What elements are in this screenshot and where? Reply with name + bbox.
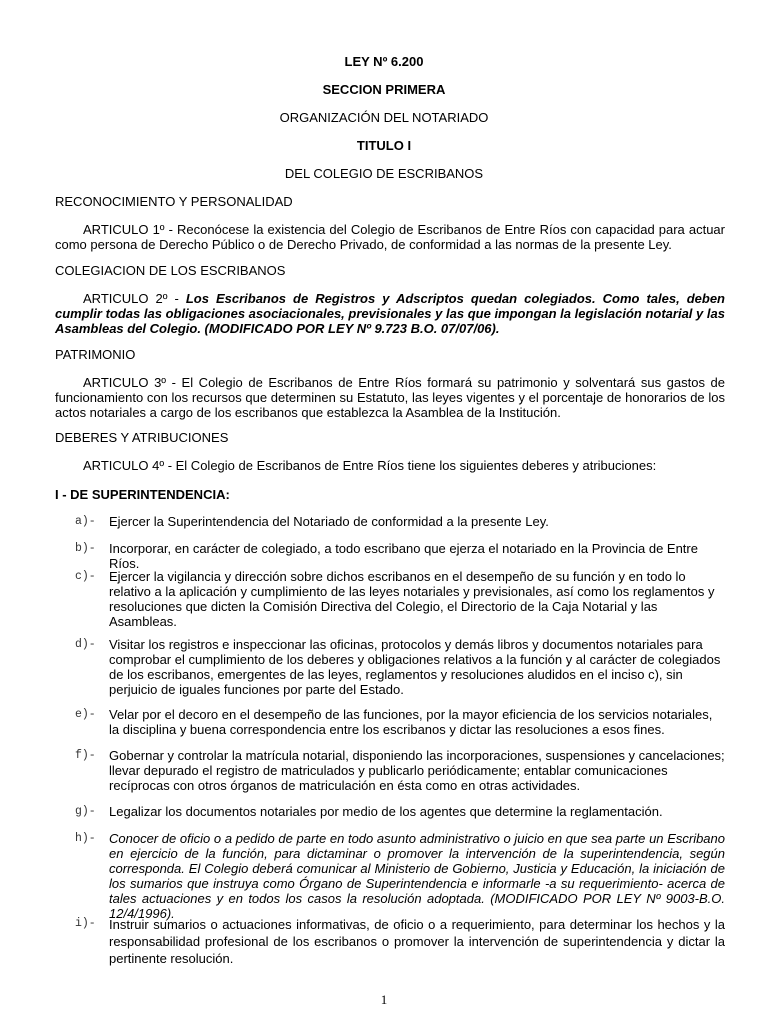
item-marker: d)- bbox=[75, 638, 96, 651]
item-marker: i)- bbox=[75, 917, 96, 930]
list-item-g bbox=[75, 804, 725, 819]
heading-superintendencia: I - DE SUPERINTENDENCIA: bbox=[55, 487, 230, 502]
item-marker: b)- bbox=[75, 542, 96, 555]
heading-patrimonio: PATRIMONIO bbox=[55, 347, 136, 362]
list-item-i bbox=[75, 916, 725, 967]
list-item-b bbox=[75, 541, 725, 571]
item-marker: h)- bbox=[75, 832, 96, 845]
list-item-f bbox=[75, 748, 725, 793]
item-marker: f)- bbox=[75, 749, 96, 762]
item-text: Gobernar y controlar la matrícula notarial, disponiendo las incorporaciones, suspensiones y cancelaciones; llevar depurado el registro de matriculados y publicarlo periódicamente; entablar comunicaciones recíprocas con otros órganos de matriculación en ésta como en otras actividades. bbox=[109, 748, 725, 793]
list-item-c bbox=[75, 569, 725, 629]
list-item-h bbox=[75, 831, 725, 921]
article-2 bbox=[55, 291, 725, 336]
item-text: Incorporar, en carácter de colegiado, a todo escribano que ejerza el notariado en la Provincia de Entre Ríos. bbox=[109, 541, 698, 571]
item-marker: e)- bbox=[75, 708, 96, 721]
item-marker: c)- bbox=[75, 570, 96, 583]
article-1: ARTICULO 1º - Reconócese la existencia del Colegio de Escribanos de Entre Ríos con capacidad para actuar como persona de Derecho Público o de Derecho Privado, de conformidad a las normas de la presente Ley. bbox=[55, 222, 725, 252]
item-marker: a)- bbox=[75, 515, 96, 528]
item-text: Visitar los registros e inspeccionar las oficinas, protocolos y demás libros y documentos notariales para comprobar el cumplimiento de los deberes y obligaciones relativos a la función y al carácter de colegiados de los escribanos, emergentes de las leyes, reglamentos y resoluciones aludidos en el inciso c), sin perjuicio de iguales funciones por parte del Estado. bbox=[109, 637, 721, 697]
law-number: LEY Nº 6.200 bbox=[344, 54, 424, 69]
article-4: ARTICULO 4º - El Colegio de Escribanos de Entre Ríos tiene los siguientes deberes y atribuciones: bbox=[83, 458, 657, 473]
list-item-e bbox=[75, 707, 725, 737]
title-heading: TITULO I bbox=[356, 138, 412, 153]
heading-colegiacion: COLEGIACION DE LOS ESCRIBANOS bbox=[55, 263, 286, 278]
item-text: Legalizar los documentos notariales por medio de los agentes que determine la reglamentación. bbox=[109, 804, 663, 819]
subtitle-heading: DEL COLEGIO DE ESCRIBANOS bbox=[284, 166, 484, 181]
item-text: Ejercer la vigilancia y dirección sobre dichos escribanos en el desempeño de su función y en todo lo relativo a la aplicación y cumplimiento de las leyes notariales y previsionales, así como los reglamentos y resoluciones que dicten la Comisión Directiva del Colegio, el Directorio de la Caja Notarial y las Asambleas. bbox=[109, 569, 715, 629]
item-text: Instruir sumarios o actuaciones informativas, de oficio o a requerimiento, para determinar los hechos y la responsabilidad profesional de los escribanos o promover la intervención de superintendencia y dictar la pertinente resolución. bbox=[109, 917, 725, 966]
item-text: Ejercer la Superintendencia del Notariado de conformidad a la presente Ley. bbox=[109, 514, 549, 529]
item-marker: g)- bbox=[75, 805, 96, 818]
article-2-body: Los Escribanos de Registros y Adscriptos quedan colegiados. Como tales, deben cumplir todas las obligaciones asociacionales, previsionales y las que impongan la legislación notarial y las Asambleas del Colegio. (MODIFICADO POR LEY Nº 9.723 B.O. 07/07/06). bbox=[55, 291, 725, 336]
item-text: Velar por el decoro en el desempeño de las funciones, por la mayor eficiencia de los servicios notariales, la disciplina y buena correspondencia entre los escribanos y dictar las resoluciones a esos fines. bbox=[109, 707, 713, 737]
article-2-prefix: ARTICULO 2º - bbox=[83, 291, 186, 306]
list-item-a bbox=[75, 514, 725, 529]
article-3: ARTICULO 3º - El Colegio de Escribanos de Entre Ríos formará su patrimonio y solventará sus gastos de funcionamiento con los recursos que determinen su Estatuto, las leyes vigentes y el porcentaje de honorarios de los actos notariales a cargo de los escribanos que establezca la Asamblea de la Institución. bbox=[55, 375, 725, 420]
page-number: 1 bbox=[380, 992, 388, 1007]
organization-heading: ORGANIZACIÓN DEL NOTARIADO bbox=[279, 110, 489, 125]
heading-deberes: DEBERES Y ATRIBUCIONES bbox=[55, 430, 229, 445]
list-item-d bbox=[75, 637, 725, 697]
heading-reconocimiento: RECONOCIMIENTO Y PERSONALIDAD bbox=[55, 194, 293, 209]
section-title: SECCION PRIMERA bbox=[322, 82, 446, 97]
item-text: Conocer de oficio o a pedido de parte en todo asunto administrativo o juicio en que sea parte un Escribano en ejercicio de la función, para dictaminar o promover la intervención de la superintendencia, según corresponda. El Colegio deberá comunicar al Ministerio de Gobierno, Justicia y Educación, la iniciación de los sumarios que instruya como Órgano de Superintendencia e informarle -a su requerimiento- acerca de tales actuaciones y en todos los casos la resolución adoptada. (MODIFICADO POR LEY Nº 9003-B.O. 12/4/1996). bbox=[109, 831, 725, 921]
